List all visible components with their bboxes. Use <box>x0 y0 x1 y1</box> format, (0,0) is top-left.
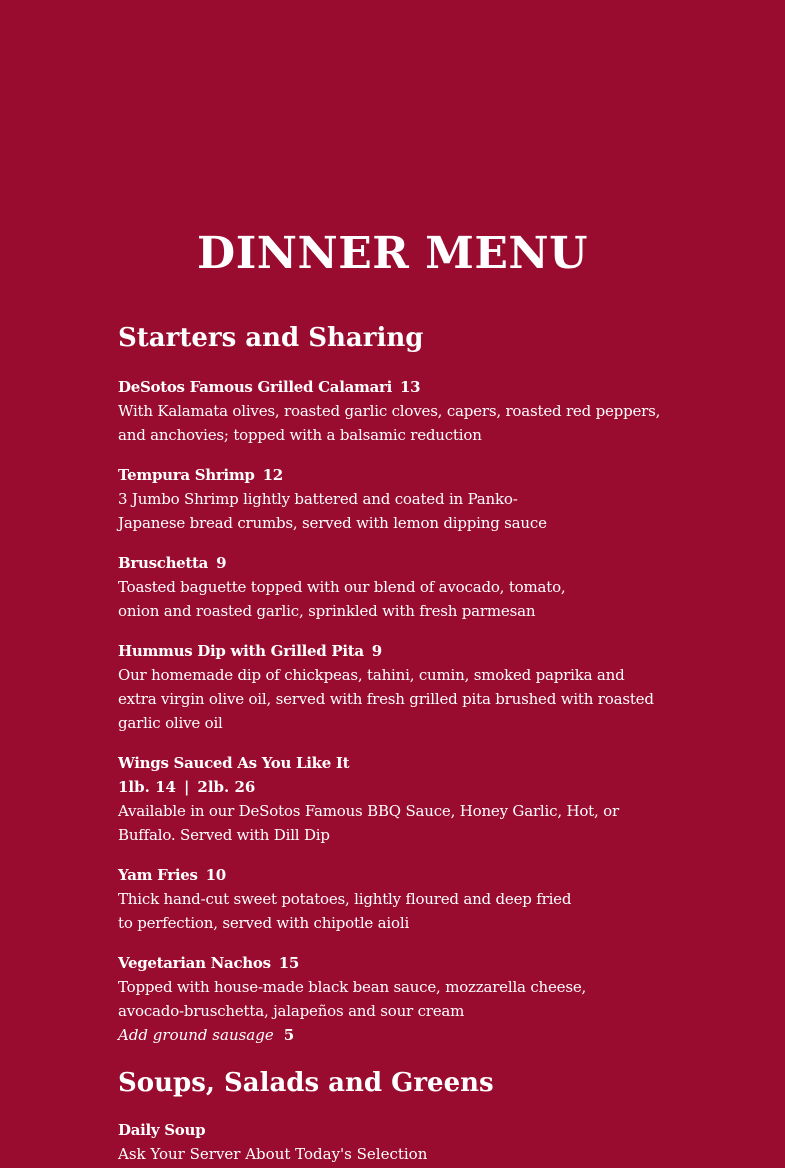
item-name: DeSotos Famous Grilled Calamari <box>118 378 393 396</box>
item-description: With Kalamata olives, roasted garlic cloves, capers, roasted red peppers, and anchovies; topped with a balsamic reduction <box>118 402 661 444</box>
menu-content <box>118 318 678 1168</box>
menu-item-bruschetta <box>118 551 678 623</box>
item-name: Tempura Shrimp <box>118 466 255 484</box>
item-size-price: 1lb. 14 <box>118 778 176 796</box>
menu-item-daily-soup <box>118 1118 678 1163</box>
item-price: 9 <box>216 554 227 572</box>
item-price: 9 <box>371 642 382 660</box>
item-price: 15 <box>278 954 300 972</box>
item-name: Bruschetta <box>118 554 209 572</box>
page-title: DINNER MENU <box>197 228 588 279</box>
menu-item-calamari <box>118 375 678 447</box>
section-heading-starters: Starters and Sharing <box>118 323 424 353</box>
item-title <box>118 951 678 975</box>
item-title <box>118 639 678 663</box>
item-name: Yam Fries <box>118 866 198 884</box>
addon-price: 5 <box>283 1026 295 1044</box>
item-title <box>118 551 678 575</box>
item-name: Wings Sauced As You Like It <box>118 754 350 772</box>
menu-item-wings <box>118 751 678 847</box>
item-title <box>118 1118 678 1142</box>
item-description: Topped with house-made black bean sauce, mozzarella cheese, avocado-bruschetta, jalapeños and sour cream <box>118 978 587 1020</box>
item-description: 3 Jumbo Shrimp lightly battered and coated in Panko-Japanese bread crumbs, served with lemon dipping sauce <box>118 490 547 532</box>
size-separator: | <box>183 778 190 796</box>
item-size-prices <box>118 775 678 799</box>
item-description: Available in our DeSotos Famous BBQ Sauce, Honey Garlic, Hot, or Buffalo. Served with Dill Dip <box>118 802 619 844</box>
item-description: Toasted baguette topped with our blend of avocado, tomato, onion and roasted garlic, sprinkled with fresh parmesan <box>118 578 566 620</box>
item-addon <box>118 1023 678 1047</box>
menu-item-tempura-shrimp <box>118 463 678 535</box>
item-title <box>118 751 678 775</box>
item-name: Vegetarian Nachos <box>118 954 271 972</box>
item-price: 12 <box>262 466 283 484</box>
menu-item-hummus-dip <box>118 639 678 735</box>
addon-label: Add ground sausage <box>118 1026 274 1044</box>
item-description: Ask Your Server About Today's Selection <box>118 1145 428 1163</box>
item-name: Daily Soup <box>118 1121 206 1139</box>
menu-item-yam-fries <box>118 863 678 935</box>
item-price: 13 <box>400 378 421 396</box>
item-description: Our homemade dip of chickpeas, tahini, cumin, smoked paprika and extra virgin olive oil, served with fresh grilled pita brushed with roasted garlic olive oil <box>118 666 654 732</box>
item-title <box>118 863 678 887</box>
item-title <box>118 375 678 399</box>
item-name: Hummus Dip with Grilled Pita <box>118 642 364 660</box>
menu-item-vegetarian-nachos <box>118 951 678 1047</box>
item-title <box>118 463 678 487</box>
section-heading-soups-salads: Soups, Salads and Greens <box>118 1068 494 1098</box>
item-size-price: 2lb. 26 <box>197 778 256 796</box>
item-description: Thick hand-cut sweet potatoes, lightly floured and deep fried to perfection, served with chipotle aioli <box>118 890 572 932</box>
item-price: 10 <box>205 866 226 884</box>
